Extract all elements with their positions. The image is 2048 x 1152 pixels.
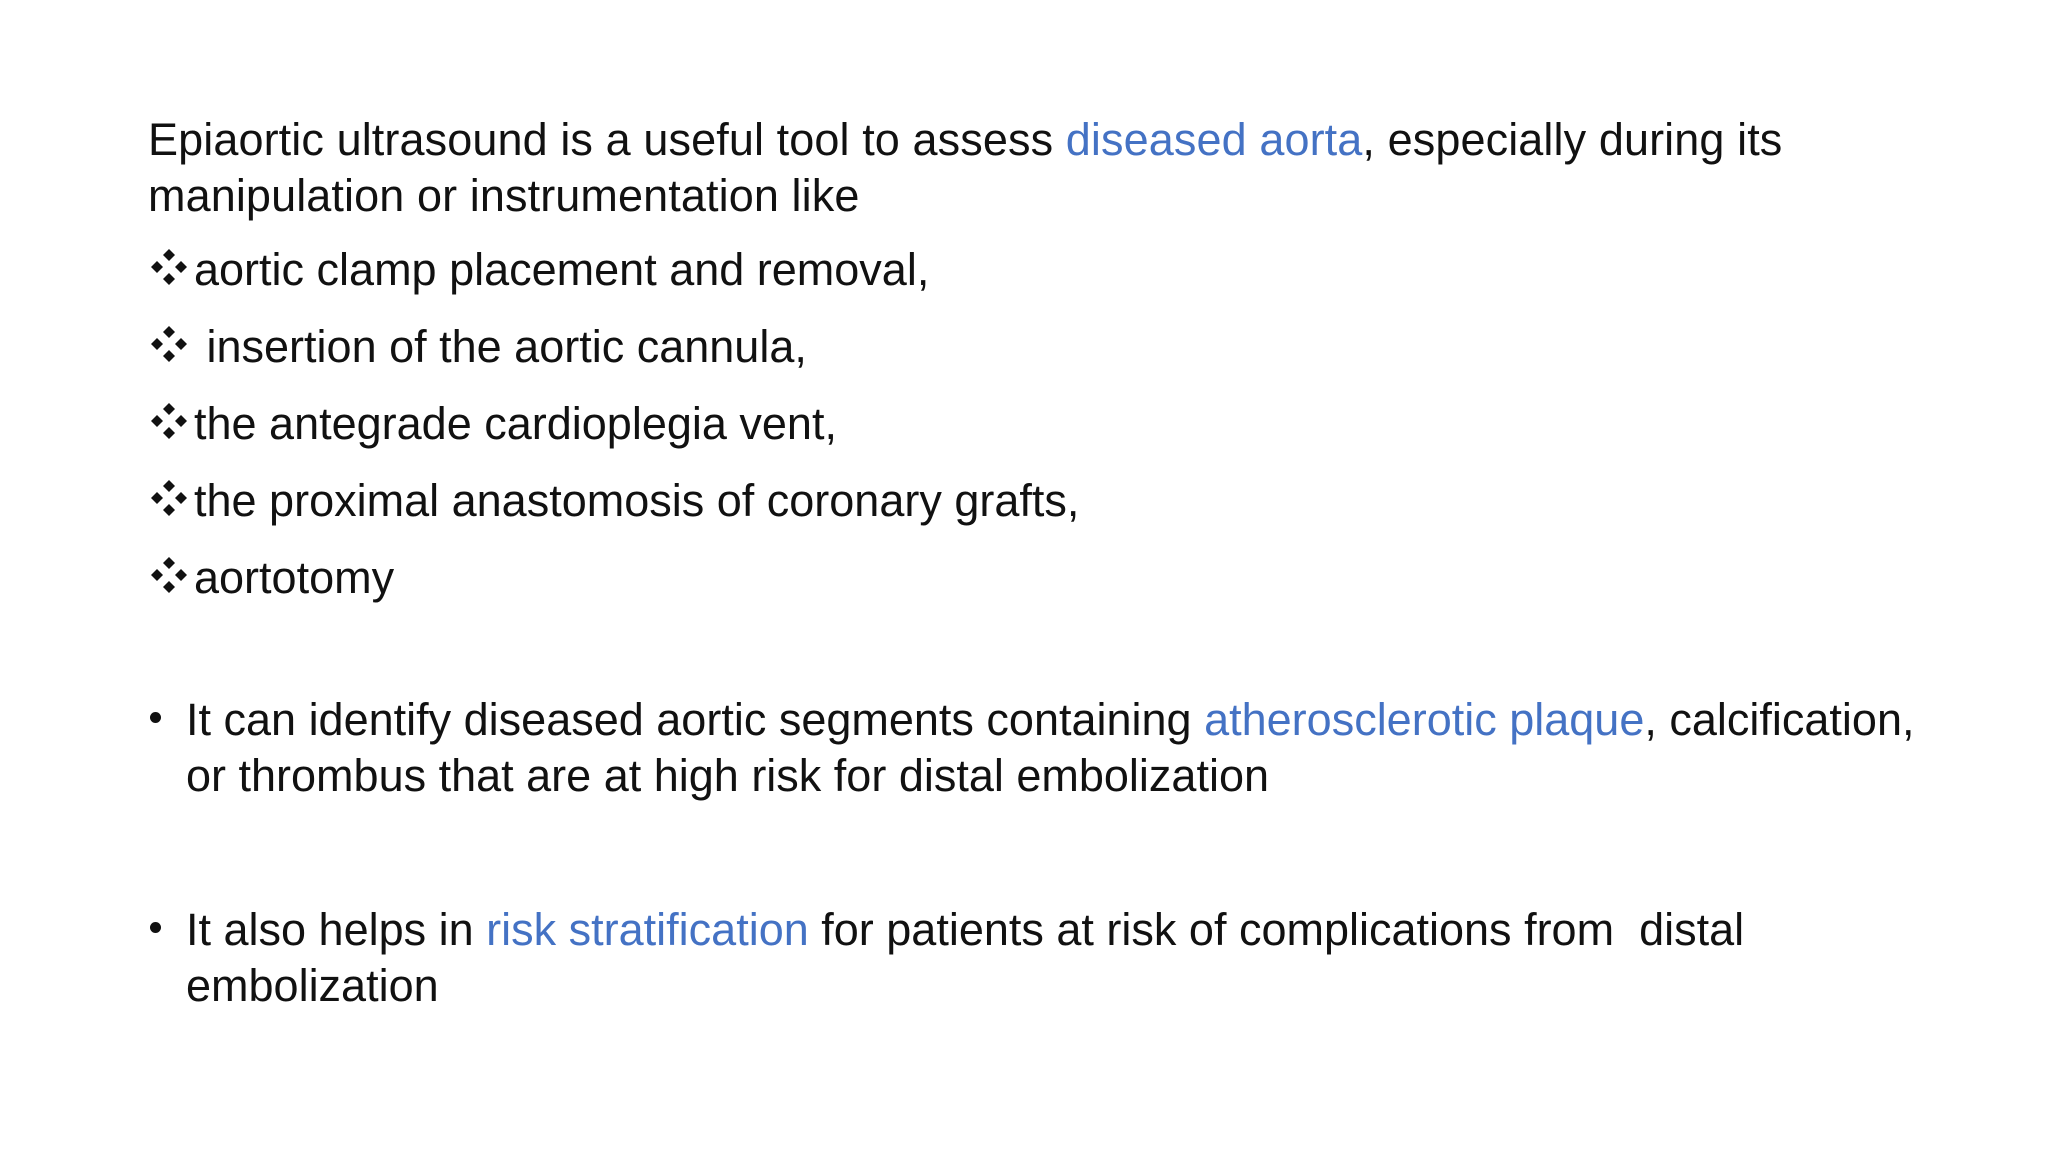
list-item-text: insertion of the aortic cannula,: [194, 321, 807, 372]
list-item: [148, 396, 1928, 452]
list-item-text: aortotomy: [194, 552, 395, 603]
list-item: [148, 473, 1928, 529]
list-item-text: the antegrade cardioplegia vent,: [194, 398, 837, 449]
list-item-text: the proximal anastomosis of coronary grafts,: [194, 475, 1080, 526]
list-item: [148, 550, 1928, 606]
four-diamond-icon: [150, 248, 188, 286]
bullet-text-after: , calcification, or thrombus that are at high risk for distal embolization: [186, 694, 1915, 801]
bullet-item: [148, 692, 1928, 804]
bullet-list: [148, 692, 1928, 1014]
four-diamond-icon: [150, 479, 188, 517]
diamond-list: [148, 242, 1928, 606]
four-diamond-icon: [150, 556, 188, 594]
intro-paragraph: [148, 112, 1928, 224]
bullet-text-after: for patients at risk of complications from distal embolization: [186, 904, 1757, 1011]
list-item: [148, 319, 1928, 375]
four-diamond-icon: [150, 325, 188, 363]
list-item-text: aortic clamp placement and removal,: [194, 244, 930, 295]
bullet-item: [148, 902, 1928, 1014]
four-diamond-icon: [150, 402, 188, 440]
intro-highlight: diseased aorta: [1065, 114, 1363, 165]
bullet-text-before: It also helps in: [186, 904, 487, 955]
slide-content: [148, 112, 1928, 1014]
list-item: [148, 242, 1928, 298]
bullet-highlight: atherosclerotic plaque: [1204, 694, 1645, 745]
bullet-text-before: It can identify diseased aortic segments containing: [186, 694, 1205, 745]
intro-text-before: Epiaortic ultrasound is a useful tool to assess: [148, 114, 1066, 165]
round-bullet-icon: [150, 712, 161, 723]
round-bullet-icon: [150, 922, 161, 933]
intro-text-after: , especially during its manipulation or instrumentation like: [148, 114, 1783, 221]
bullet-highlight: risk stratification: [486, 904, 809, 955]
